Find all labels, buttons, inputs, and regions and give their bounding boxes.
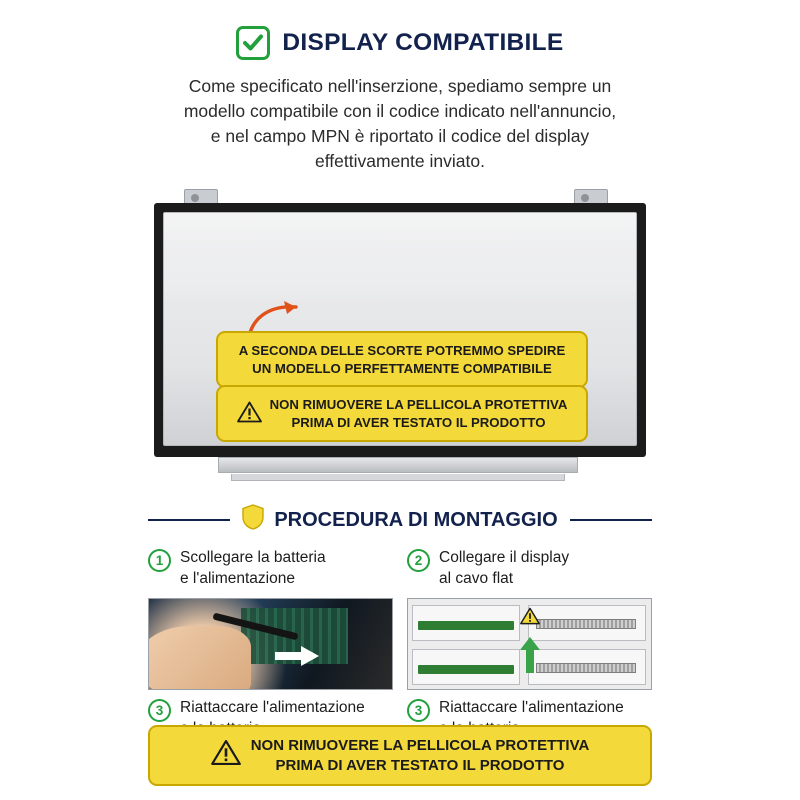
flat-cable-connect-photo [407, 598, 652, 690]
procedure-steps [148, 548, 652, 742]
display-panel-illustration [148, 189, 652, 494]
hand-illustration [148, 626, 251, 690]
callout-film-line-1: NON RIMUOVERE LA PELLICOLA PROTETTIVA [269, 397, 568, 413]
step-row [148, 548, 393, 592]
bottom-warning-line-2: PRIMA DI AVER TESTATO IL PRODOTTO [275, 756, 565, 774]
intro-paragraph [154, 74, 646, 173]
step-row [407, 548, 652, 592]
procedure-column-1 [148, 548, 393, 742]
flat-cable-connector [536, 619, 636, 629]
callout-film-line-2: PRIMA DI AVER TESTATO IL PRODOTTO [291, 414, 546, 430]
panel-bottom-connector [218, 457, 578, 473]
battery-disconnect-photo [148, 598, 393, 690]
panel-glare [164, 213, 636, 301]
white-arrow-icon [275, 646, 319, 671]
step-number-badge: 3 [148, 699, 171, 722]
callout-stock-notice [216, 331, 588, 388]
step-number-badge: 3 [407, 699, 430, 722]
bottom-warning-banner [148, 725, 652, 786]
bottom-warning-line-1: NON RIMUOVERE LA PELLICOLA PROTETTIVA [250, 737, 590, 754]
step-text [439, 548, 569, 588]
intro-line-1: Come specificato nell'inserzione, spediamo sempre un [188, 76, 612, 96]
warning-triangle-icon [520, 607, 540, 630]
step-text-line-1: Collegare il display [439, 549, 570, 567]
divider-right [570, 519, 652, 521]
warning-triangle-icon [211, 739, 241, 772]
step-text-line-2: e l'alimentazione [180, 569, 295, 587]
callout-film-notice [216, 385, 588, 442]
procedure-column-2 [407, 548, 652, 742]
step-text-line-1: Riattaccare l'alimentazione [180, 699, 365, 717]
intro-line-4: effettivamente inviato. [315, 150, 485, 171]
step-text [180, 548, 326, 588]
step-text-line-1: Scollegare la batteria [180, 549, 326, 567]
page-title: DISPLAY COMPATIBILE [282, 29, 564, 56]
intro-line-2: modello compatibile con il codice indicato nell'annuncio, [183, 100, 617, 121]
flat-cable-strip [418, 665, 514, 674]
step-text-line-2: al cavo flat [439, 569, 514, 587]
procedure-section-header [148, 504, 652, 536]
callout-stock-line-2: UN MODELLO PERFETTAMENTE COMPATIBILE [252, 360, 552, 376]
procedure-title: PROCEDURA DI MONTAGGIO [274, 508, 558, 531]
right-margin [652, 0, 800, 800]
step-number-badge: 1 [148, 549, 171, 572]
divider-left [148, 519, 230, 521]
flat-cable-connector [536, 663, 636, 673]
content-column [148, 0, 652, 800]
callout-film-text [270, 396, 568, 431]
warning-triangle-icon [237, 401, 262, 427]
flat-cable-strip [418, 621, 514, 630]
green-up-arrow-icon [520, 637, 540, 678]
step-number-badge: 2 [407, 549, 430, 572]
bottom-warning-text [251, 736, 590, 775]
step-text-line-1: Riattaccare l'alimentazione [439, 699, 624, 717]
intro-line-3: e nel campo MPN è riportato il codice del display [210, 125, 590, 146]
shield-icon [242, 504, 264, 536]
procedure-title-group [242, 504, 557, 536]
callout-stock-line-1: A SECONDA DELLE SCORTE POTREMMO SPEDIRE [238, 343, 566, 359]
left-margin [0, 0, 148, 800]
check-badge-icon [236, 26, 270, 60]
header [148, 26, 652, 60]
